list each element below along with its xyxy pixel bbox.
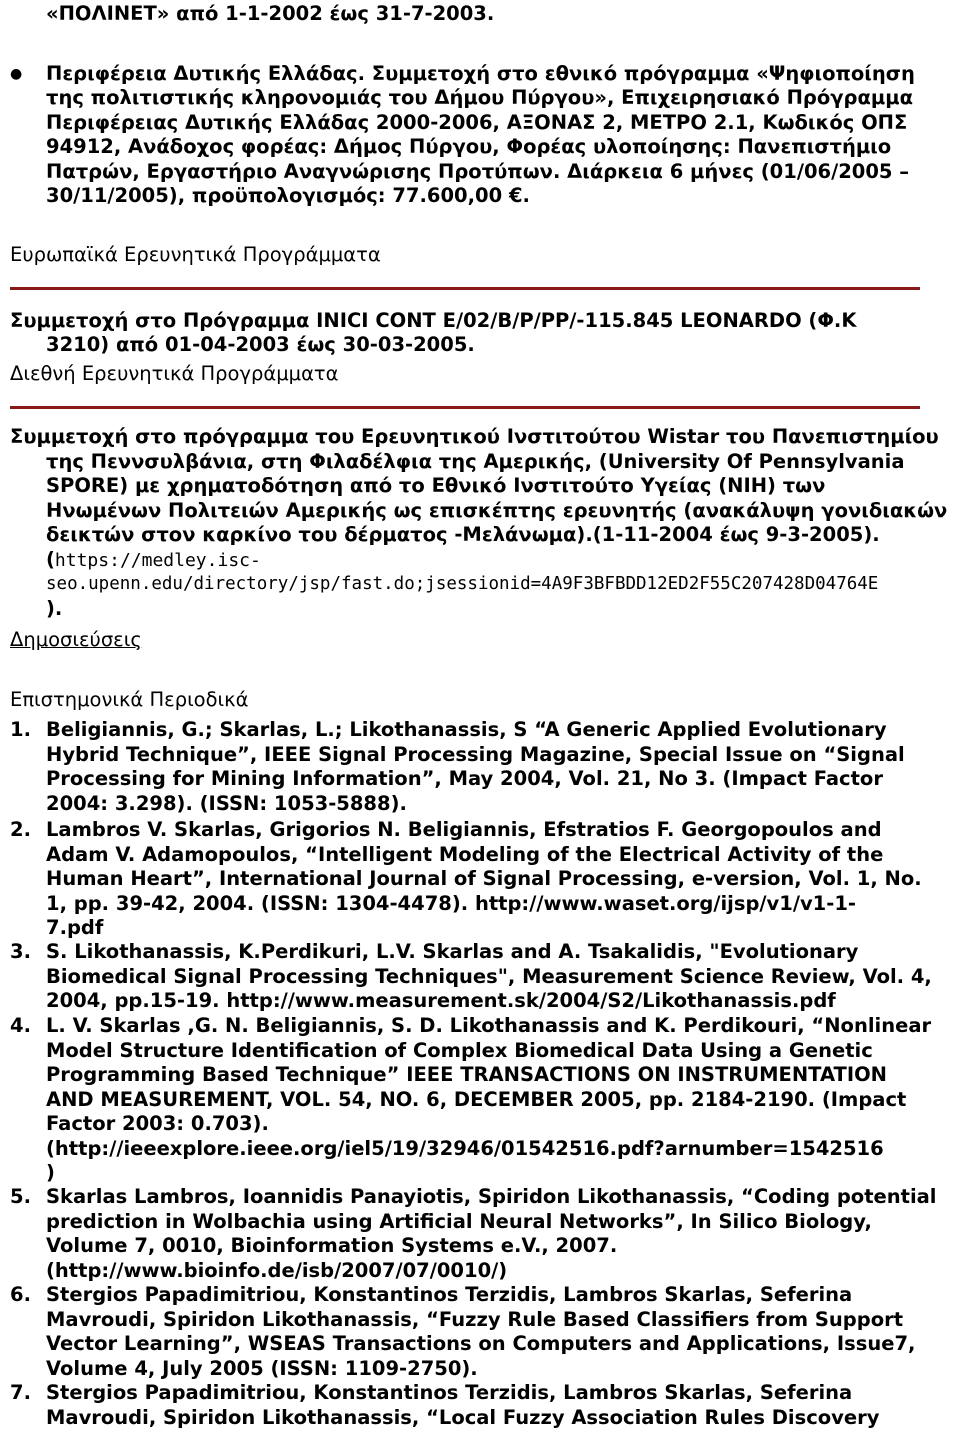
publication-line: Volume 4, July 2005 (ISSN: 1109-2750).: [46, 1356, 478, 1380]
publication-line: Vector Learning”, WSEAS Transactions on Computers and Applications, Issue7,: [46, 1332, 916, 1355]
section-heading-international: Διεθνή Ερευνητικά Προγράμματα: [10, 362, 339, 385]
publication-line: Stergios Papadimitriou, Konstantinos Terzidis, Lambros Skarlas, Seferina: [46, 1283, 853, 1306]
publication-line: Model Structure Identification of Complex Biomedical Data Using a Genetic: [46, 1038, 873, 1062]
publication-line: Beligiannis, G.; Skarlas, L.; Likothanassis, S “A Generic Applied Evolutionary: [46, 718, 887, 741]
text-line: της Πεννσυλβάνια, στη Φιλαδέλφια της Αμερικής, (University Of Pennsylvania: [46, 450, 905, 473]
publication-line: Volume 7, 0010, Bioinformation Systems e.V., 2007.: [46, 1234, 618, 1257]
subsection-heading-journals: Επιστημονικά Περιοδικά: [10, 688, 249, 711]
text-line: Περιφέρεια Δυτικής Ελλάδας. Συμμετοχή στο εθνικό πρόγραμμα «Ψηφιοποίηση: [46, 62, 915, 85]
text-line: Συμμετοχή στο πρόγραμμα του Ερευνητικού Ινστιτούτου Wistar του Πανεπιστημίου: [10, 425, 939, 448]
publication-line: prediction in Wolbachia using Artificial Neural Networks”, In Silico Biology,: [46, 1209, 872, 1233]
wistar-link[interactable]: https://medley.isc-: [54, 550, 261, 571]
publication-line: Lambros V. Skarlas, Grigorios N. Beligiannis, Efstratios F. Georgopoulos and: [46, 818, 882, 841]
publication-line: 1, pp. 39-42, 2004. (ISSN: 1304-4478). http://www.waset.org/ijsp/v1/v1-1-: [46, 891, 856, 915]
publication-number: 3.: [10, 940, 31, 963]
publication-number: 4.: [10, 1014, 31, 1037]
section-divider: [10, 287, 920, 290]
text-line: δεικτών στον καρκίνο του δέρματος -Μελάνωμα).(1-11-2004 έως 9-3-2005).: [46, 523, 880, 546]
publication-line: Programming Based Technique” IEEE TRANSACTIONS ON INSTRUMENTATION: [46, 1063, 887, 1086]
publication-line: Stergios Papadimitriou, Konstantinos Terzidis, Lambros Skarlas, Seferina: [46, 1381, 853, 1404]
text-line: Συμμετοχή στο Πρόγραμμα INICI CONT E/02/B/P/PP/-115.845 LEONARDO (Φ.Κ: [10, 309, 857, 332]
publication-line: ): [46, 1161, 55, 1184]
section-heading-publications: Δημοσιεύσεις: [10, 628, 142, 651]
text-line: της πολιτιστικής κληρονομιάς του Δήμου Πύργου», Επιχειρησιακό Πρόγραμμα: [46, 86, 913, 109]
publication-line: Mavroudi, Spiridon Likothanassis, “Local Fuzzy Association Rules Discovery: [46, 1405, 880, 1429]
publication-line: AND MEASUREMENT, VOL. 54, NO. 6, DECEMBER 2005, pp. 2184-2190. (Impact: [46, 1087, 907, 1111]
publication-number: 2.: [10, 818, 31, 841]
publication-line: 2004, pp.15-19. http://www.measurement.sk/2004/S2/Likothanassis.pdf: [46, 989, 836, 1012]
publication-number: 7.: [10, 1381, 31, 1404]
publication-line: 7.pdf: [46, 916, 104, 939]
text-line: 30/11/2005), προϋπολογισμός: 77.600,00 €.: [46, 184, 530, 207]
publication-number: 1.: [10, 718, 31, 741]
section-heading-european: Ευρωπαϊκά Ερευνητικά Προγράμματα: [10, 243, 381, 266]
text-line: 94912, Ανάδοχος φορέας: Δήμος Πύργου, Φορέας υλοποίησης: Πανεπιστήμιο: [46, 135, 892, 158]
publication-line: Human Heart”, International Journal of Signal Processing, e-version, Vol. 1, No.: [46, 867, 922, 890]
publication-line: (http://ieeexplore.ieee.org/iel5/19/32946/01542516.pdf?arnumber=1542516: [46, 1136, 884, 1160]
text-line: 3210) από 01-04-2003 έως 30-03-2005.: [46, 333, 475, 356]
publication-line: S. Likothanassis, K.Perdikuri, L.V. Skarlas and A. Tsakalidis, "Evolutionary: [46, 940, 859, 963]
publication-line: Factor 2003: 0.703).: [46, 1112, 269, 1135]
publication-line: Mavroudi, Spiridon Likothanassis, “Fuzzy Rule Based Classifiers from Support: [46, 1307, 904, 1331]
publication-number: 5.: [10, 1185, 31, 1208]
text-line: Πατρών, Εργαστήριο Αναγνώρισης Προτύπων. Διάρκεια 6 μήνες (01/06/2005 –: [46, 160, 910, 183]
publication-line: L. V. Skarlas ,G. N. Beligiannis, S. D. Likothanassis and K. Perdikouri, “Nonlinear: [46, 1014, 932, 1037]
publication-line: Biomedical Signal Processing Techniques", Measurement Science Review, Vol. 4,: [46, 964, 932, 988]
publication-line: (http://www.bioinfo.de/isb/2007/07/0010/): [46, 1258, 508, 1282]
paren-open: (: [46, 548, 55, 571]
text-line: ).: [46, 597, 63, 620]
publication-line: Skarlas Lambros, Ioannidis Panayiotis, Spiridon Likothanassis, “Coding potential: [46, 1185, 937, 1208]
publication-line: Hybrid Technique”, IEEE Signal Processing Magazine, Special Issue on “Signal: [46, 742, 905, 766]
text-line: «ΠΟΛΙΝΕΤ» από 1-1-2002 έως 31-7-2003.: [46, 2, 495, 25]
text-line: Περιφέρειας Δυτικής Ελλάδας 2000-2006, ΑΞΟΝΑΣ 2, ΜΕΤΡΟ 2.1, Κωδικός ΟΠΣ: [46, 111, 908, 134]
publication-line: Processing for Mining Information”, May 2004, Vol. 21, No 3. (Impact Factor: [46, 767, 883, 790]
url-line: [46, 548, 261, 573]
publication-number: 6.: [10, 1283, 31, 1306]
bullet-icon: ●: [10, 66, 23, 82]
wistar-link-continued[interactable]: seo.upenn.edu/directory/jsp/fast.do;jsessionid=4A9F3BFBDD12ED2F55C207428D04764E: [46, 574, 879, 594]
publication-line: Adam V. Adamopoulos, “Intelligent Modeling of the Electrical Activity of the: [46, 842, 884, 866]
section-divider: [10, 406, 920, 409]
text-line: SPORE) με χρηματοδότηση από το Εθνικό Ινστιτούτο Υγείας (NIH) των: [46, 474, 826, 497]
text-line: Ηνωμένων Πολιτειών Αμερικής ως επισκέπτης ερευνητής (ανακάλυψη γονιδιακών: [46, 499, 948, 522]
publication-line: 2004: 3.298). (ISSN: 1053-5888).: [46, 791, 407, 815]
